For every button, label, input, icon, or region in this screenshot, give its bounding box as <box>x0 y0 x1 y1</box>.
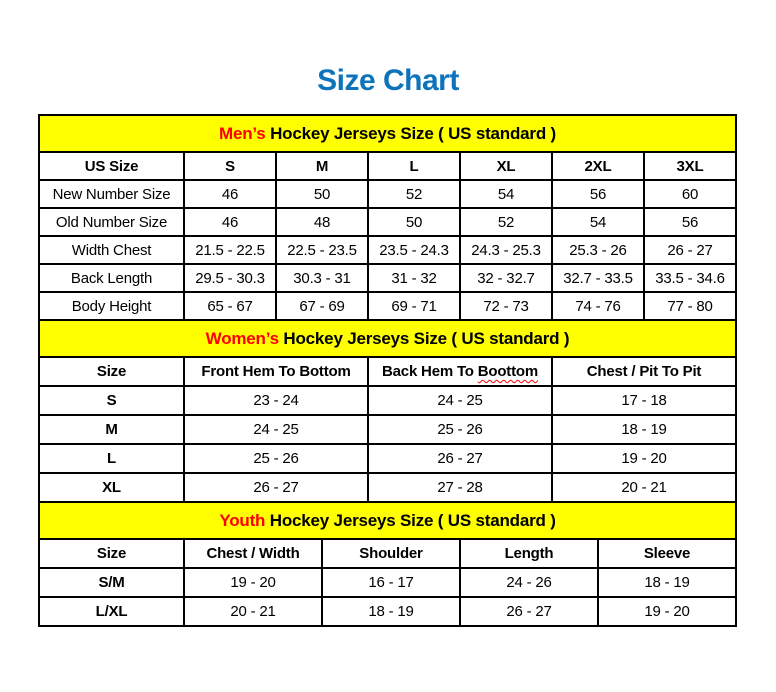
table-row <box>39 415 736 444</box>
column-header: Front Hem To Bottom <box>184 357 368 386</box>
size-value-cell: 16 - 17 <box>322 568 460 597</box>
size-value-cell: 33.5 - 34.6 <box>644 264 736 292</box>
size-value-cell: 54 <box>460 180 552 208</box>
size-value-cell: 17 - 18 <box>552 386 736 415</box>
size-value-cell: 65 - 67 <box>184 292 276 320</box>
size-value-cell: 19 - 20 <box>552 444 736 473</box>
table-row <box>39 180 736 208</box>
size-value-cell: 69 - 71 <box>368 292 460 320</box>
size-value-cell: 26 - 27 <box>644 236 736 264</box>
table-row <box>39 236 736 264</box>
page-title: Size Chart <box>317 64 459 97</box>
size-value-cell: 24 - 26 <box>460 568 598 597</box>
size-value-cell: 56 <box>644 208 736 236</box>
youth-banner-highlight: Youth <box>219 511 266 530</box>
size-value-cell: 31 - 32 <box>368 264 460 292</box>
womens-size-table <box>38 356 737 503</box>
row-label: Body Height <box>39 292 184 320</box>
column-header: 2XL <box>552 152 644 180</box>
size-value-cell: 54 <box>552 208 644 236</box>
size-value-cell: 32 - 32.7 <box>460 264 552 292</box>
column-header: Size <box>39 357 184 386</box>
size-value-cell: 72 - 73 <box>460 292 552 320</box>
size-value-cell: 50 <box>368 208 460 236</box>
back-hem-prefix: Back Hem To <box>382 363 478 380</box>
size-value-cell: 48 <box>276 208 368 236</box>
size-value-cell: 21.5 - 22.5 <box>184 236 276 264</box>
column-header-misspelled <box>368 357 552 386</box>
row-label: L <box>39 444 184 473</box>
size-value-cell: 52 <box>368 180 460 208</box>
youth-section-banner <box>38 503 737 538</box>
size-value-cell: 46 <box>184 208 276 236</box>
back-hem-misspelled-word: Boottom <box>477 363 538 380</box>
size-value-cell: 19 - 20 <box>184 568 322 597</box>
column-header: US Size <box>39 152 184 180</box>
size-value-cell: 29.5 - 30.3 <box>184 264 276 292</box>
size-value-cell: 25 - 26 <box>184 444 368 473</box>
row-label: Old Number Size <box>39 208 184 236</box>
size-value-cell: 18 - 19 <box>322 597 460 626</box>
size-value-cell: 24 - 25 <box>368 386 552 415</box>
size-value-cell: 19 - 20 <box>598 597 736 626</box>
table-row <box>39 386 736 415</box>
row-label: New Number Size <box>39 180 184 208</box>
youth-banner-text: Hockey Jerseys Size ( US standard ) <box>265 511 556 530</box>
table-row <box>39 568 736 597</box>
size-value-cell: 20 - 21 <box>552 473 736 502</box>
row-label: Back Length <box>39 264 184 292</box>
column-header: Length <box>460 539 598 568</box>
row-label: M <box>39 415 184 444</box>
row-label: S/M <box>39 568 184 597</box>
size-value-cell: 20 - 21 <box>184 597 322 626</box>
womens-banner-highlight: Women’s <box>205 329 279 348</box>
size-value-cell: 23.5 - 24.3 <box>368 236 460 264</box>
table-row <box>39 292 736 320</box>
size-value-cell: 50 <box>276 180 368 208</box>
column-header: Chest / Width <box>184 539 322 568</box>
size-value-cell: 27 - 28 <box>368 473 552 502</box>
column-header: Size <box>39 539 184 568</box>
size-value-cell: 30.3 - 31 <box>276 264 368 292</box>
size-value-cell: 26 - 27 <box>368 444 552 473</box>
table-row <box>39 444 736 473</box>
size-value-cell: 60 <box>644 180 736 208</box>
size-value-cell: 25 - 26 <box>368 415 552 444</box>
row-label: XL <box>39 473 184 502</box>
row-label: L/XL <box>39 597 184 626</box>
column-header: S <box>184 152 276 180</box>
size-value-cell: 32.7 - 33.5 <box>552 264 644 292</box>
youth-header-row <box>39 539 736 568</box>
size-value-cell: 67 - 69 <box>276 292 368 320</box>
table-row <box>39 597 736 626</box>
mens-header-row <box>39 152 736 180</box>
size-value-cell: 56 <box>552 180 644 208</box>
size-value-cell: 26 - 27 <box>460 597 598 626</box>
column-header: Chest / Pit To Pit <box>552 357 736 386</box>
size-chart <box>38 114 737 627</box>
table-row <box>39 473 736 502</box>
column-header: Sleeve <box>598 539 736 568</box>
column-header: XL <box>460 152 552 180</box>
womens-header-row <box>39 357 736 386</box>
size-value-cell: 77 - 80 <box>644 292 736 320</box>
row-label: S <box>39 386 184 415</box>
mens-section-banner <box>38 114 737 151</box>
size-value-cell: 23 - 24 <box>184 386 368 415</box>
table-row <box>39 264 736 292</box>
size-value-cell: 24 - 25 <box>184 415 368 444</box>
size-value-cell: 74 - 76 <box>552 292 644 320</box>
column-header: M <box>276 152 368 180</box>
womens-section-banner <box>38 321 737 356</box>
size-value-cell: 25.3 - 26 <box>552 236 644 264</box>
row-label: Width Chest <box>39 236 184 264</box>
mens-banner-highlight: Men’s <box>219 124 266 143</box>
size-value-cell: 18 - 19 <box>598 568 736 597</box>
size-value-cell: 18 - 19 <box>552 415 736 444</box>
table-row <box>39 208 736 236</box>
column-header: L <box>368 152 460 180</box>
column-header: Shoulder <box>322 539 460 568</box>
size-value-cell: 24.3 - 25.3 <box>460 236 552 264</box>
size-value-cell: 52 <box>460 208 552 236</box>
size-value-cell: 26 - 27 <box>184 473 368 502</box>
youth-size-table <box>38 538 737 627</box>
mens-size-table <box>38 151 737 321</box>
womens-banner-text: Hockey Jerseys Size ( US standard ) <box>278 329 570 348</box>
column-header: 3XL <box>644 152 736 180</box>
size-value-cell: 46 <box>184 180 276 208</box>
mens-banner-text: Hockey Jerseys Size ( US standard ) <box>265 124 556 143</box>
size-value-cell: 22.5 - 23.5 <box>276 236 368 264</box>
